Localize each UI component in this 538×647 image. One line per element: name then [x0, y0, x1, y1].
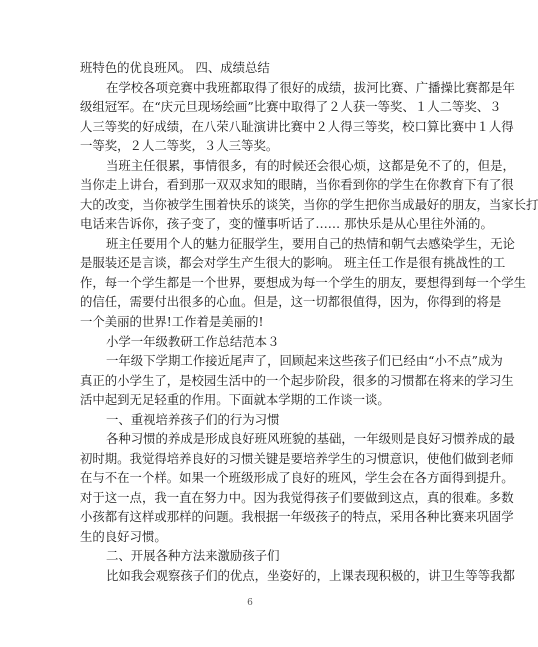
text-line: 班特色的优良班风。 四、成绩总结	[80, 60, 270, 75]
text-line: 作，每一个学生都是一个世界，要想成为每一个学生的朋友，要想得到每一个学生	[80, 275, 527, 290]
section-heading: 小学一年级教研工作总结范本３	[106, 334, 280, 349]
text-line: 比如我会观察孩子们的优点，坐姿好的，上课表现积极的，讲卫生等等我都	[106, 568, 515, 583]
text-line: 初时期。我觉得培养良好的习惯关键是要培养学生的习惯意识，使他们做到老师	[80, 451, 514, 466]
text-line: 电话来告诉你，孩子变了，变的懂事听话了…… 那快乐是从心里往外涌的。	[80, 216, 493, 231]
text-line: 活中起到无足轻重的作用。下面就本学期的工作谈一谈。	[80, 392, 390, 407]
text-line: 是服装还是言谈，都会对学生产生很大的影响。 班主任工作是很有挑战性的工	[80, 255, 506, 270]
text-line: 各种习惯的养成是形成良好班风班貌的基础，一年级则是良好习惯养成的最	[106, 431, 515, 446]
text-line: 当你走上讲台，看到那一双双求知的眼睛，当你看到你的学生在你教育下有了很	[80, 177, 514, 192]
text-line: 真正的小学生了，是校园生活中的一个起步阶段，很多的习惯都在将来的学习生	[80, 373, 514, 388]
text-line: 小孩都有这样或那样的问题。我根据一年级孩子的特点，采用各种比赛来巩固学	[80, 509, 514, 524]
text-line: 的信任，需要付出很多的心血。但是，这一切都很值得，因为，你得到的将是	[80, 294, 502, 309]
text-line: 当班主任很累，事情很多，有的时候还会很心烦，这都是免不了的，但是，	[106, 158, 515, 173]
text-line: 人三等奖的好成绩，在八荣八耻演讲比赛中２人得三等奖，校口算比赛中１人得	[80, 119, 514, 134]
text-line: 一年级下学期工作接近尾声了，回顾起来这些孩子们已经由“小不点”成为	[106, 353, 503, 368]
text-line: 生的良好习惯。	[80, 529, 167, 544]
text-line: 大的改变，当你被学生围着快乐的谈笑，当你的学生把你当成最好的朋友，当家长打	[80, 197, 538, 212]
text-line: 在与不在一个样。如果一个班级形成了良好的班风，学生会在各方面得到提升。	[80, 470, 514, 485]
text-line: 班主任要用个人的魅力征服学生，要用自己的热情和朝气去感染学生，无论	[106, 236, 515, 251]
section-heading: 一、重视培养孩子们的行为习惯	[106, 412, 280, 427]
text-line: 级组冠军。在“庆元旦现场绘画”比赛中取得了２人获一等奖、１人二等奖、３	[80, 99, 502, 114]
section-heading: 二、开展各种方法来激励孩子们	[106, 548, 280, 563]
text-line: 一个美丽的世界!工作着是美丽的!	[80, 314, 264, 329]
text-line: 对于这一点，我一直在努力中。因为我觉得孩子们要做到这点，真的很难。多数	[80, 490, 514, 505]
page-number: 6	[247, 598, 253, 608]
text-line: 在学校各项竞赛中我班都取得了很好的成绩，拔河比赛、广播操比赛都是年	[106, 80, 515, 95]
text-line: 一等奖，２人二等奖，３人三等奖。	[80, 138, 279, 153]
